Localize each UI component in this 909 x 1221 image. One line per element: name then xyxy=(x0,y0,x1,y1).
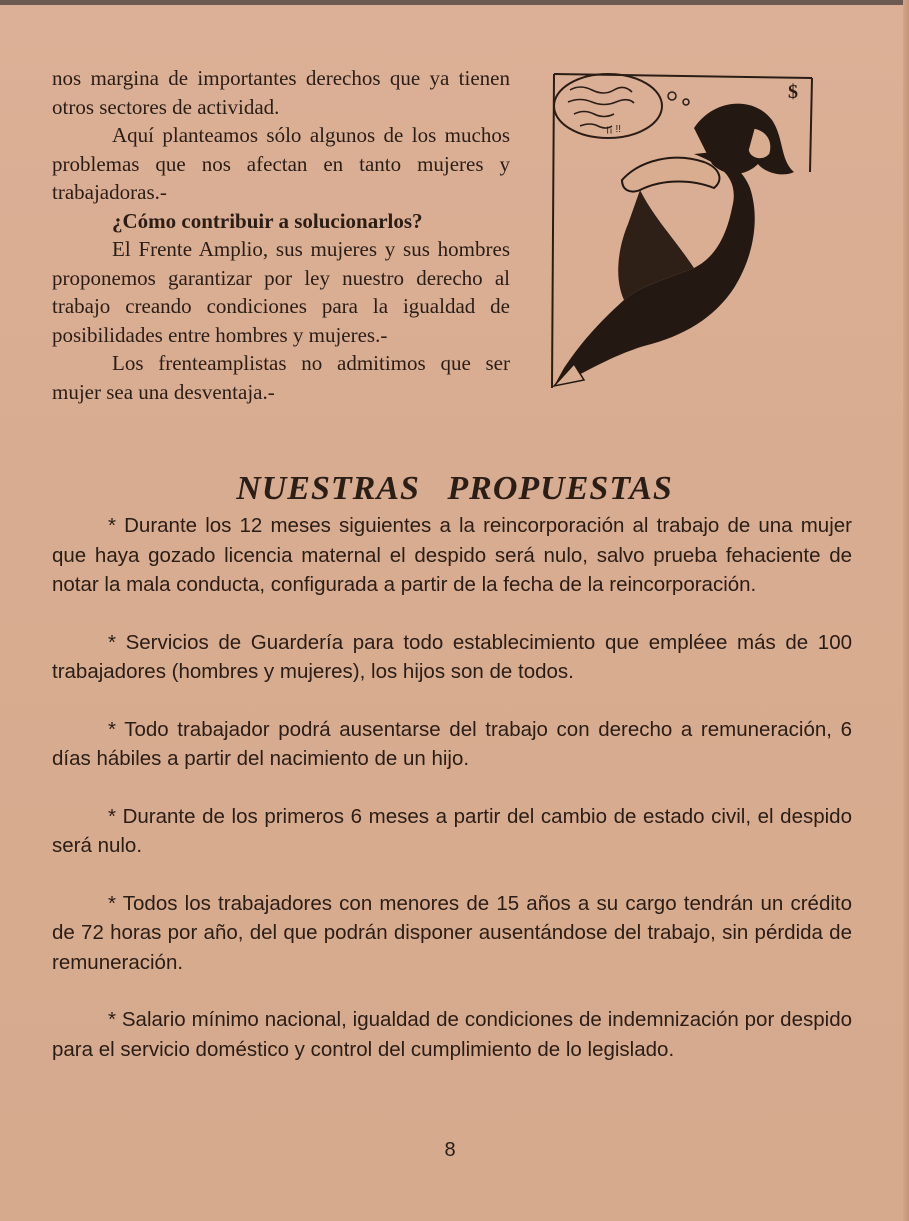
intro-paragraph-2: Aquí planteamos sólo algunos de los muchos problemas que nos afectan en tanto mujeres y trabajadoras.- xyxy=(52,123,510,204)
proposal-item: * Todo trabajador podrá ausentarse del trabajo con derecho a remuneración, 6 días hábiles a partir del nacimiento de un hijo. xyxy=(52,717,852,770)
svg-text:$: $ xyxy=(788,81,798,103)
page-heading: NUESTRAS PROPUESTAS xyxy=(236,470,673,507)
proposal-item: * Todos los trabajadores con menores de 15 años a su cargo tendrán un crédito de 72 horas por año, del que podrán disponer ausentándose del trabajo, sin pérdida de remuneración. xyxy=(52,891,852,974)
proposal-item: * Salario mínimo nacional, igualdad de condiciones de indemnización por despido para el servicio doméstico y control del cumplimiento de lo legislado. xyxy=(52,1008,852,1061)
page-top-edge xyxy=(0,0,909,5)
svg-text:¡¡ !!: ¡¡ !! xyxy=(606,124,621,135)
intro-paragraph-1: nos margina de importantes derechos que ya tienen otros sectores de actividad. xyxy=(52,66,510,119)
proposal-item: * Servicios de Guardería para todo establecimiento que empléee más de 100 trabajadores (hombres y mujeres), los hijos son de todos. xyxy=(52,630,852,683)
woman-drawing-svg xyxy=(544,68,816,393)
page-number: 8 xyxy=(444,1139,456,1161)
intro-question: ¿Cómo contribuir a solucionarlos? xyxy=(112,208,423,233)
intro-paragraph-3: El Frente Amplio, sus mujeres y sus hombres proponemos garantizar por ley nuestro derecho al trabajo creando condiciones para la igualdad de posibilidades entre hombres y mujeres.- xyxy=(52,237,510,347)
woman-illustration xyxy=(544,68,816,393)
intro-paragraph-4: Los frenteamplistas no admitimos que ser mujer sea una desventaja.- xyxy=(52,351,510,404)
proposal-item: * Durante de los primeros 6 meses a partir del cambio de estado civil, el despido será nulo. xyxy=(52,804,852,857)
page-right-edge xyxy=(903,0,909,1221)
intro-text xyxy=(52,64,510,406)
proposal-item: * Durante los 12 meses siguientes a la reincorporación al trabajo de una mujer que haya gozado licencia maternal el despido será nulo, salvo prueba fehaciente de notar la mala conducta, configurada a partir de la fecha de la reincorporación. xyxy=(52,514,852,596)
proposals-list xyxy=(52,511,852,1092)
